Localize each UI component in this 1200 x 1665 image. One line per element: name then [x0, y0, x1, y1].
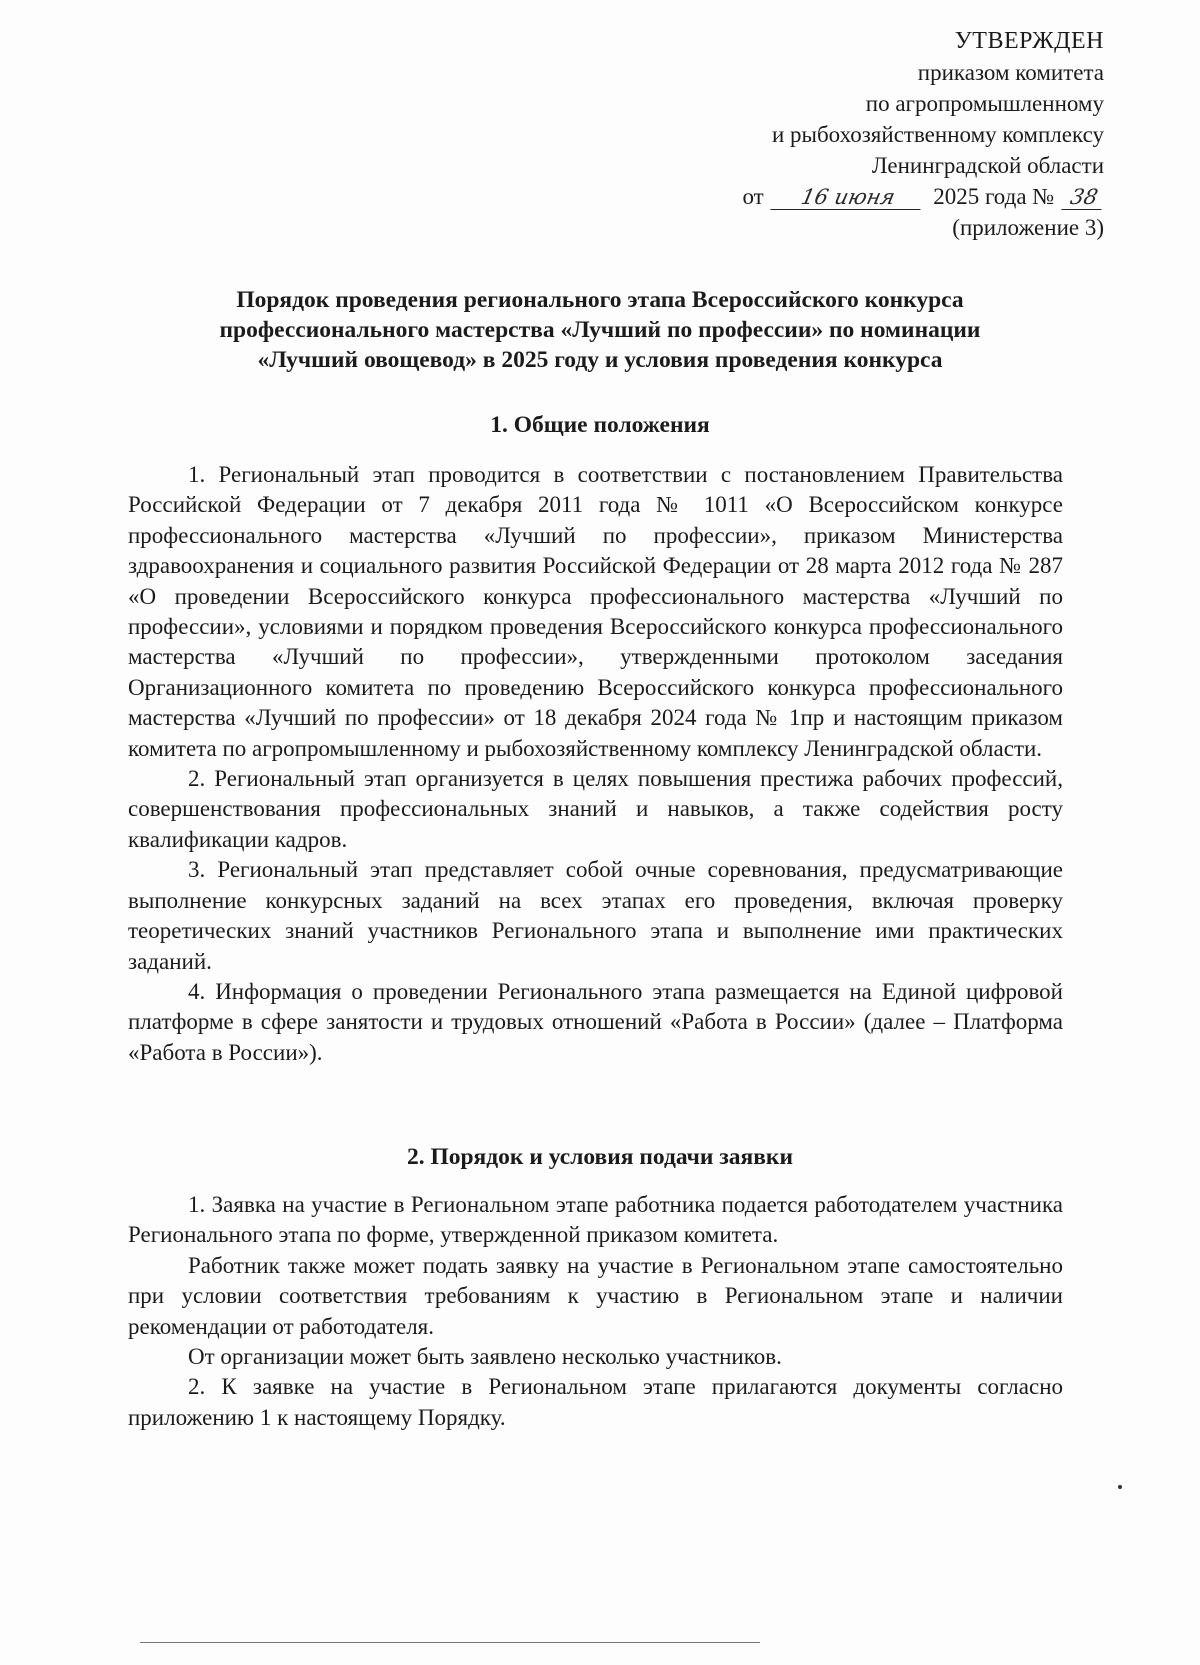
- handwritten-order-number: 38: [1061, 185, 1106, 210]
- bottom-rule: [140, 1642, 760, 1643]
- approval-line-region: Ленинградской области: [871, 153, 1104, 178]
- section-1-body: [128, 460, 1063, 1068]
- scan-speck: [1118, 1485, 1122, 1489]
- section-2-heading: 2. Порядок и условия подачи заявки: [406, 1144, 794, 1170]
- document-title: [150, 285, 1050, 375]
- approval-line-committee: по агропромышленному: [865, 91, 1104, 116]
- section-2-paragraph-4: 2. К заявке на участие в Региональном этапе прилагаются документы согласно приложению 1 к настоящему Порядку.: [128, 1374, 1063, 1430]
- section-1-paragraph-1: 1. Региональный этап проводится в соответствии с постановлением Правительства Российской Федерации от 7 декабря 2011 года № 1011 «О Всероссийском конкурсе профессионального мастерства «Лучший по профессии», приказом Министерства здравоохранения и социального развития Российской Федерации от 28 марта 2012 года № 287 «О проведении Всероссийского конкурса профессионального мастерства «Лучший по профессии», условиями и порядком проведения Всероссийского конкурса профессионального мастерства «Лучший по профессии», утвержденными протоколом заседания Организационного комитета по проведению Всероссийского конкурса профессионального мастерства «Лучший по профессии» от 18 декабря 2024 года № 1пр и настоящим приказом комитета по агропромышленному и рыбохозяйственному комплексу Ленинградской области.: [128, 462, 1063, 761]
- section-1-paragraph-2: 2. Региональный этап организуется в целях повышения престижа рабочих профессий, совершенствования профессиональных знаний и навыков, а также содействия росту квалификации кадров.: [128, 766, 1063, 852]
- approval-stamp-block: [604, 26, 1104, 243]
- approval-line-complex: и рыбохозяйственному комплексу: [771, 122, 1104, 147]
- section-2-body: [128, 1190, 1063, 1433]
- section-1-heading: 1. Общие положения: [490, 412, 710, 438]
- handwritten-date: 16 июня: [771, 185, 926, 210]
- approval-date-line: [604, 181, 1104, 212]
- title-line-3: «Лучший овощевод» в 2025 году и условия проведения конкурса: [257, 347, 943, 373]
- approved-word: УТВЕРЖДЕН: [954, 28, 1104, 54]
- approval-line-order: приказом комитета: [917, 60, 1104, 85]
- appendix-note: (приложение 3): [952, 215, 1104, 240]
- date-prefix: от: [742, 184, 764, 209]
- section-2-paragraph-2: Работник также может подать заявку на участие в Региональном этапе самостоятельно при условии соответствия требованиям к участию в Региональном этапе и наличии рекомендации от работодателя.: [128, 1252, 1063, 1339]
- section-2-paragraph-1: 1. Заявка на участие в Региональном этапе работника подается работодателем участника Регионального этапа по форме, утвержденной приказом комитета.: [128, 1192, 1063, 1248]
- date-middle-text: 2025 года №: [933, 184, 1055, 209]
- title-line-2: профессионального мастерства «Лучший по профессии» по номинации: [219, 317, 981, 343]
- section-2-paragraph-3: От организации может быть заявлено несколько участников.: [188, 1344, 782, 1370]
- title-line-1: Порядок проведения регионального этапа Всероссийского конкурса: [236, 287, 964, 313]
- section-1-paragraph-3: 3. Региональный этап представляет собой очные соревнования, предусматривающие выполнение конкурсных заданий на всех этапах его проведения, включая проверку теоретических знаний участников Регионального этапа и выполнение ими практических заданий.: [128, 857, 1063, 974]
- section-1-paragraph-4: 4. Информация о проведении Регионального этапа размещается на Единой цифровой платформе в сфере занятости и трудовых отношений «Работа в России» (далее – Платформа «Работа в России»).: [128, 978, 1063, 1065]
